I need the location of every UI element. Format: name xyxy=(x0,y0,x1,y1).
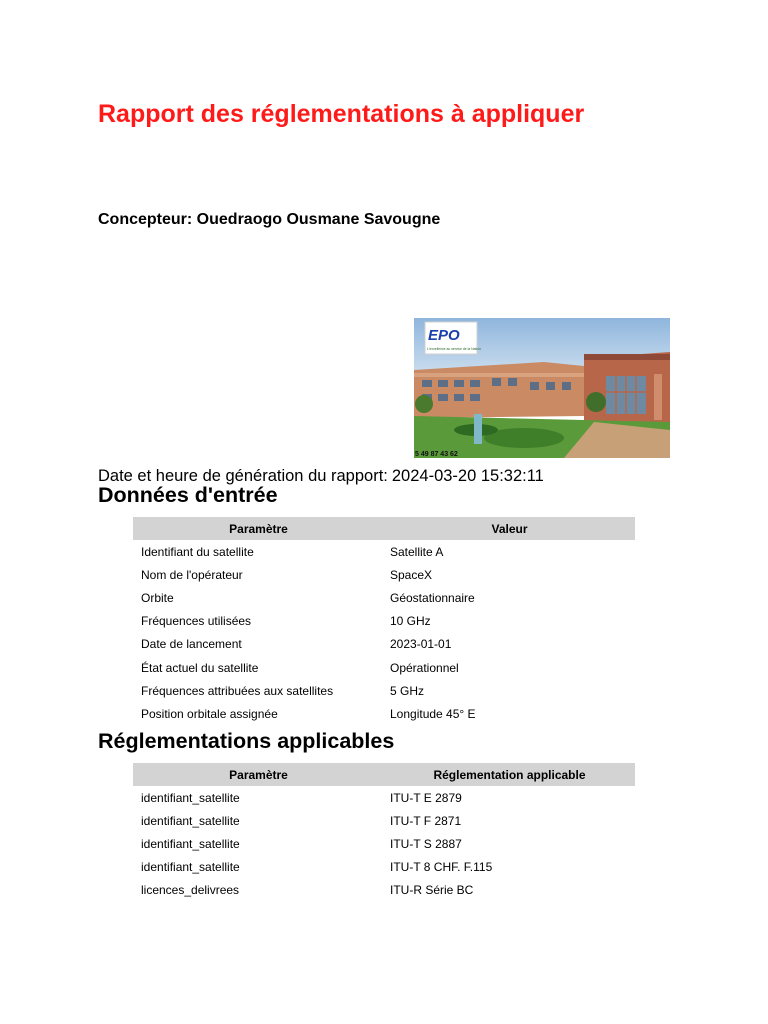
regulation-cell: ITU-T 8 CHF. F.115 xyxy=(390,860,493,875)
table-row xyxy=(133,879,635,902)
param-cell: Fréquences utilisées xyxy=(141,614,252,629)
regulation-cell: ITU-T E 2879 xyxy=(390,790,462,805)
column-header: Valeur xyxy=(384,517,635,540)
value-cell: 10 GHz xyxy=(390,614,431,629)
value-cell: SpaceX xyxy=(390,567,433,582)
table-row xyxy=(133,832,635,855)
table-row xyxy=(133,856,635,879)
param-cell: Position orbitale assignée xyxy=(141,706,278,721)
table-row xyxy=(133,656,635,679)
logo-text: EPO xyxy=(428,327,460,344)
param-cell: Nom de l'opérateur xyxy=(141,567,243,582)
regulation-cell: ITU-R Série BC xyxy=(390,883,474,898)
value-cell: Satellite A xyxy=(390,544,444,559)
table-header-row xyxy=(133,517,635,540)
regulation-cell: ITU-T F 2871 xyxy=(390,813,462,828)
regulations-heading: Réglementations applicables xyxy=(98,729,395,753)
inputs-table xyxy=(133,517,635,726)
table-row xyxy=(133,786,635,809)
regulation-cell: ITU-T S 2887 xyxy=(390,836,462,851)
param-cell: identifiant_satellite xyxy=(141,813,240,828)
param-cell: identifiant_satellite xyxy=(141,790,240,805)
campus-photo xyxy=(414,318,670,458)
param-cell: État actuel du satellite xyxy=(141,660,259,675)
param-cell: Date de lancement xyxy=(141,637,242,652)
logo-tagline: L'excellence au service de la Nation xyxy=(427,347,481,351)
table-row xyxy=(133,679,635,702)
inputs-heading: Données d'entrée xyxy=(98,483,278,507)
value-cell: Géostationnaire xyxy=(390,590,475,605)
param-cell: Orbite xyxy=(141,590,174,605)
regulations-table xyxy=(133,763,635,902)
column-header: Paramètre xyxy=(133,517,384,540)
table-row xyxy=(133,563,635,586)
table-header-row xyxy=(133,763,635,786)
value-cell: Opérationnel xyxy=(390,660,459,675)
value-cell: 5 GHz xyxy=(390,683,425,698)
param-cell: identifiant_satellite xyxy=(141,860,240,875)
table-row xyxy=(133,610,635,633)
phone-overlay: 5 49 87 43 62 xyxy=(415,451,458,458)
table-row xyxy=(133,633,635,656)
report-title: Rapport des réglementations à appliquer xyxy=(98,100,585,128)
designer-line: Concepteur: Ouedraogo Ousmane Savougne xyxy=(98,211,441,228)
table-row xyxy=(133,809,635,832)
param-cell: licences_delivrees xyxy=(141,883,240,898)
table-row xyxy=(133,540,635,563)
generation-value: 2024-03-20 15:32:11 xyxy=(391,467,544,485)
column-header: Paramètre xyxy=(133,763,384,786)
generation-label: Date et heure de génération du rapport: xyxy=(98,467,388,485)
value-cell: 2023-01-01 xyxy=(390,637,452,652)
param-cell: Identifiant du satellite xyxy=(141,544,254,559)
column-header: Réglementation applicable xyxy=(384,763,635,786)
value-cell: Longitude 45° E xyxy=(390,706,476,721)
param-cell: identifiant_satellite xyxy=(141,836,240,851)
table-row xyxy=(133,702,635,725)
param-cell: Fréquences attribuées aux satellites xyxy=(141,683,334,698)
table-row xyxy=(133,586,635,609)
